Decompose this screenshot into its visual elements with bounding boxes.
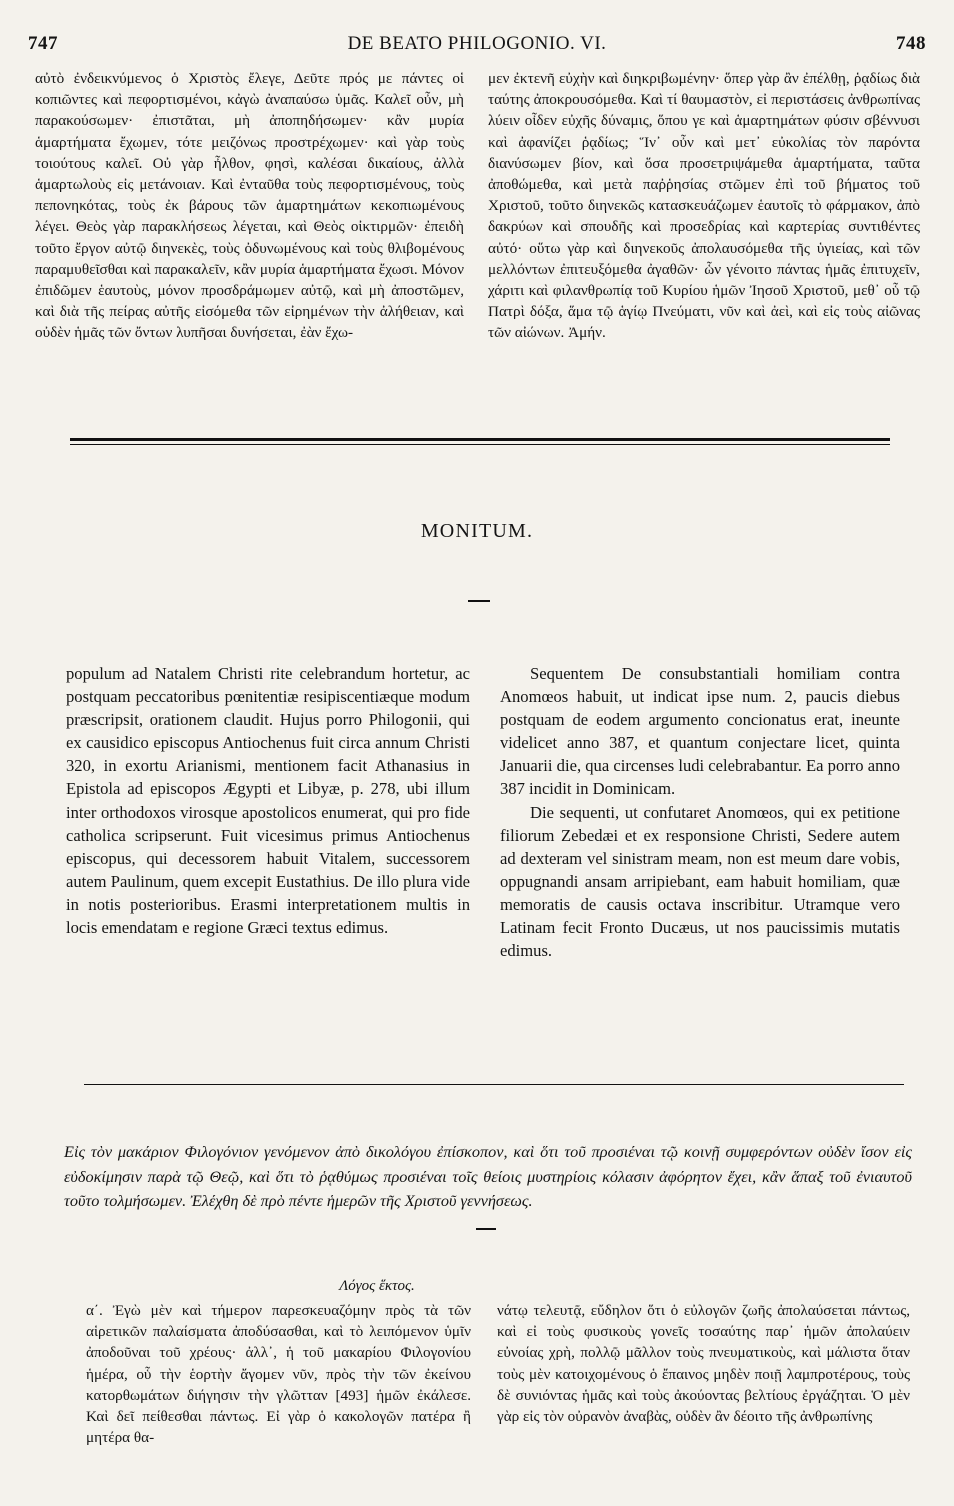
latin-column-right <box>500 662 900 962</box>
logos-label: Λόγος ἕκτος. <box>339 1278 415 1294</box>
greek-paragraph: αὐτὸ ἐνδεικνύμενος ὁ Χριστὸς ἔλεγε, Δεῦτε πρός με πάντες οἱ κοπιῶντες καὶ πεφορτισμένοι, κἀγὼ ἀναπαύσω ὑμᾶς. Καλεῖ οὖν, μὴ παρακούσωμεν· ἐπιστᾶται, μὴ ἀποπηδήσωμεν· κἂν μυρία ἁμαρτήματα ἔχωμεν, τότε μειζόνως προστρέχωμεν· καὶ γὰρ τοὺς τοιούτους καλεῖ. Οὐ γὰρ ἦλθον, φησὶ, καλέσαι δικαίους, ἀλλὰ ἁμαρτωλοὺς εἰς μετάνοιαν. Καὶ ἐνταῦθα τοὺς πεφορτισμένους, τοὺς πεπονηκότας, τοὺς ἐκ βάρους τῶν ἁμαρτημάτων κεκοπιωμένους λέγει. Θεὸς γὰρ παρακλήσεως λέγεται, καὶ Θεὸς οἰκτιρμῶν· ἐπειδὴ τοῦτο ἔργον αὐτῷ διηνεκὲς, τοὺς ὀδυνωμένους καὶ τοὺς θλιβομένους παραμυθεῖσθαι καὶ παρακαλεῖν, κἂν μυρία ἁμαρτήματα ἔχωσι. Μόνον ἐπιδῶμεν ἑαυτοὺς, μόνον προσδράμωμεν αὐτῷ, καὶ μὴ ἀποστῶμεν, καὶ διὰ τῆς πείρας αὐτῆς εἰσόμεθα τῶν εἰρημένων τὴν ἀλήθειαν, καὶ οὐδὲν ἡμᾶς τῶν ὄντων λυπῆσαι δυνήσεται, ἐὰν ἔχω- <box>35 70 464 342</box>
logos-label-container <box>0 1277 954 1295</box>
running-head <box>28 32 926 56</box>
greek-column-left <box>35 68 464 344</box>
greek-column-right <box>488 68 920 344</box>
homily-heading: Εἰς τὸν μακάριον Φιλογόνιον γενόμενον ἀπὸ δικολόγου ἐπίσκοπον, καὶ ὅτι τοῦ προσιέναι τῷ κοινῇ συμφερόντων οὐδὲν ἴσον εἰς εὐδοκίμησιν παρὰ τῷ Θεῷ, καὶ ὅτι τὸ ῥᾳθύμως προσιέναι τοῖς θείοις μυστηρίοις κόλασιν ἀφόρητον ἔχει, κἂν ἅπαξ τοῦ ἐνιαυτοῦ τοῦτο τολμήσωμεν. Ἐλέχθη δὲ πρὸ πέντε ἡμερῶν τῆς Χριστοῦ γεννήσεως. <box>64 1142 912 1211</box>
latin-paragraph: Die sequenti, ut confutaret Anomœos, qui ex petitione filiorum Zebedæi et ex responsione Christi, Sedere autem ad dexteram vel sinistram meam, non est meum dare vobis, oppugnandi ansam arripiebant, eam habuit homiliam, quæ memoratis de causis octava inscribitur. Utramque vero Latinam fecit Fronto Ducæus, ut nos paucissimis mutatis edimus. <box>500 802 900 961</box>
latin-column-left <box>66 662 470 939</box>
latin-paragraph: Sequentem De consubstantiali homiliam contra Anomœos habuit, ut indicat ipse num. 2, paucis diebus postquam de eodem argumento concionatus erat, ineunte videlicet anno 387, et quantum conjectare licet, quinta Januarii die, qua circenses ludi celebrabantur. Ea porro anno 387 incidit in Dominicam. <box>500 664 900 799</box>
title-dash <box>468 600 490 602</box>
homily-paragraph: α΄. Ἐγὼ μὲν καὶ τήμερον παρεσκευαζόμην πρὸς τὰ τῶν αἱρετικῶν παλαίσματα ἀποδύσασθαι, καὶ τὸ λειπόμενον ὑμῖν ἀποδοῦναι τοῦ χρέους· ἀλλ᾽, ἡ τοῦ μακαρίου Φιλογονίου ἡμέρα, οὗ τὴν ἑορτὴν ἄγομεν νῦν, πρὸς τὴν τῶν ἐκείνου κατορθωμάτων διήγησιν τὴν γλῶτταν [493] ἡμῶν ἐκάλεσε. Καὶ δεῖ πείθεσθαι πάντως. Εἰ γὰρ ὁ κακολογῶν πατέρα ἢ μητέρα θα- <box>86 1302 471 1447</box>
running-title: DE BEATO PHILOGONIO. VI. <box>347 33 607 54</box>
monitum-title: MONITUM. <box>420 520 534 542</box>
section-divider <box>84 1084 904 1085</box>
homily-paragraph: νάτῳ τελευτᾷ, εὔδηλον ὅτι ὁ εὐλογῶν ζωῆς ἀπολαύσεται πάντως, καὶ εἰ τοὺς φυσικοὺς γονεῖς τοσαύτης παρ᾽ ἡμῶν ἀπολαύειν εὐνοίας χρὴ, πολλῷ μᾶλλον τοὺς πνευματικοὺς, καὶ μάλιστα ὅταν τοὺς μὲν κατοιχομένους ὁ ἔπαινος μηδὲν ποιῇ λαμπροτέρους, τοὺς δὲ συνιόντας ἡμᾶς καὶ τοὺς ἀκούοντας βελτίους ἐργάζηται. Ὁ μὲν γὰρ εἰς τὸν οὐρανὸν ἀναβὰς, οὐδὲν ἂν δέοιτο τῆς ἀνθρωπίνης <box>497 1302 910 1426</box>
section-divider <box>70 438 890 445</box>
page-number-right: 748 <box>896 33 926 54</box>
greek-paragraph: μεν ἐκτενῆ εὐχὴν καὶ διηκριβωμένην· ὅπερ γὰρ ἂν ἐπέλθῃ, ῥᾳδίως διὰ ταύτης ἀποκρουσόμεθα. Καὶ τί θαυμαστὸν, εἰ περιστάσεις ἀνθρωπίνας λύειν οἶδεν εὐχῆς δύναμις, ὅπου γε καὶ ἁμαρτημάτων φύσιν σβέννυσι καὶ ἀφανίζει ῥᾳδίως; Ἵν᾽ οὖν καὶ μετ᾽ εὐκολίας τὸν παρόντα διανύσωμεν βίον, καὶ ὅσα προσετριψάμεθα ἁμαρτήματα, ταῦτα ἀποθώμεθα, καὶ μετὰ παῤῥησίας στῶμεν ἐπὶ τοῦ βήματος τοῦ Χριστοῦ, τοῦτο διηνεκῶς κατασκευάζωμεν ἑαυτοῖς τὸ φάρμακον, ἀπὸ δακρύων καὶ σπουδῆς καὶ προσεδρίας καὶ καρτερίας συντιθέντες αὐτό· οὕτω γὰρ καὶ διηνεκοῦς ἀπολαυσόμεθα τῆς ὑγιείας, καὶ τῶν μελλόντων ἐπιτευξόμεθα ἀγαθῶν· ὧν γένοιτο πάντας ἡμᾶς ἐπιτυχεῖν, χάριτι καὶ φιλανθρωπίᾳ τοῦ Κυρίου ἡμῶν Ἰησοῦ Χριστοῦ, μεθ᾽ οὗ τῷ Πατρὶ δόξα, ἅμα τῷ ἁγίῳ Πνεύματι, νῦν καὶ ἀεὶ, καὶ εἰς τοὺς αἰῶνας τῶν αἰώνων. Ἀμήν. <box>488 70 920 342</box>
latin-paragraph: populum ad Natalem Christi rite celebrandum hortetur, ac postquam peccatoribus pœnitentiæ resipiscentiæque modum præscripsit, orationem claudit. Hujus porro Philogonii, qui ex causidico episcopus Antiochenus fuit circa annum Christi 320, in exortu Arianismi, mentionem facit Athanasius in Epistola ad episcopos Ægypti et Libyæ, p. 278, ubi illum inter orthodoxos virosque apostolicos enumerat, qui pro fide catholica scripserunt. Fuit vicesimus primus Antiochenus episcopus, qui decessorem habuit Vitalem, successorem autem Paulinum, quem excepit Eustathius. De illo plura vide in notis posterioribus. Erasmi interpretationem multis in locis emendatam e regione Græci textus edimus. <box>66 664 470 938</box>
homily-column-left <box>86 1300 471 1448</box>
heading-dash <box>476 1228 496 1230</box>
page-number-left: 747 <box>28 33 58 54</box>
homily-column-right <box>497 1300 910 1427</box>
